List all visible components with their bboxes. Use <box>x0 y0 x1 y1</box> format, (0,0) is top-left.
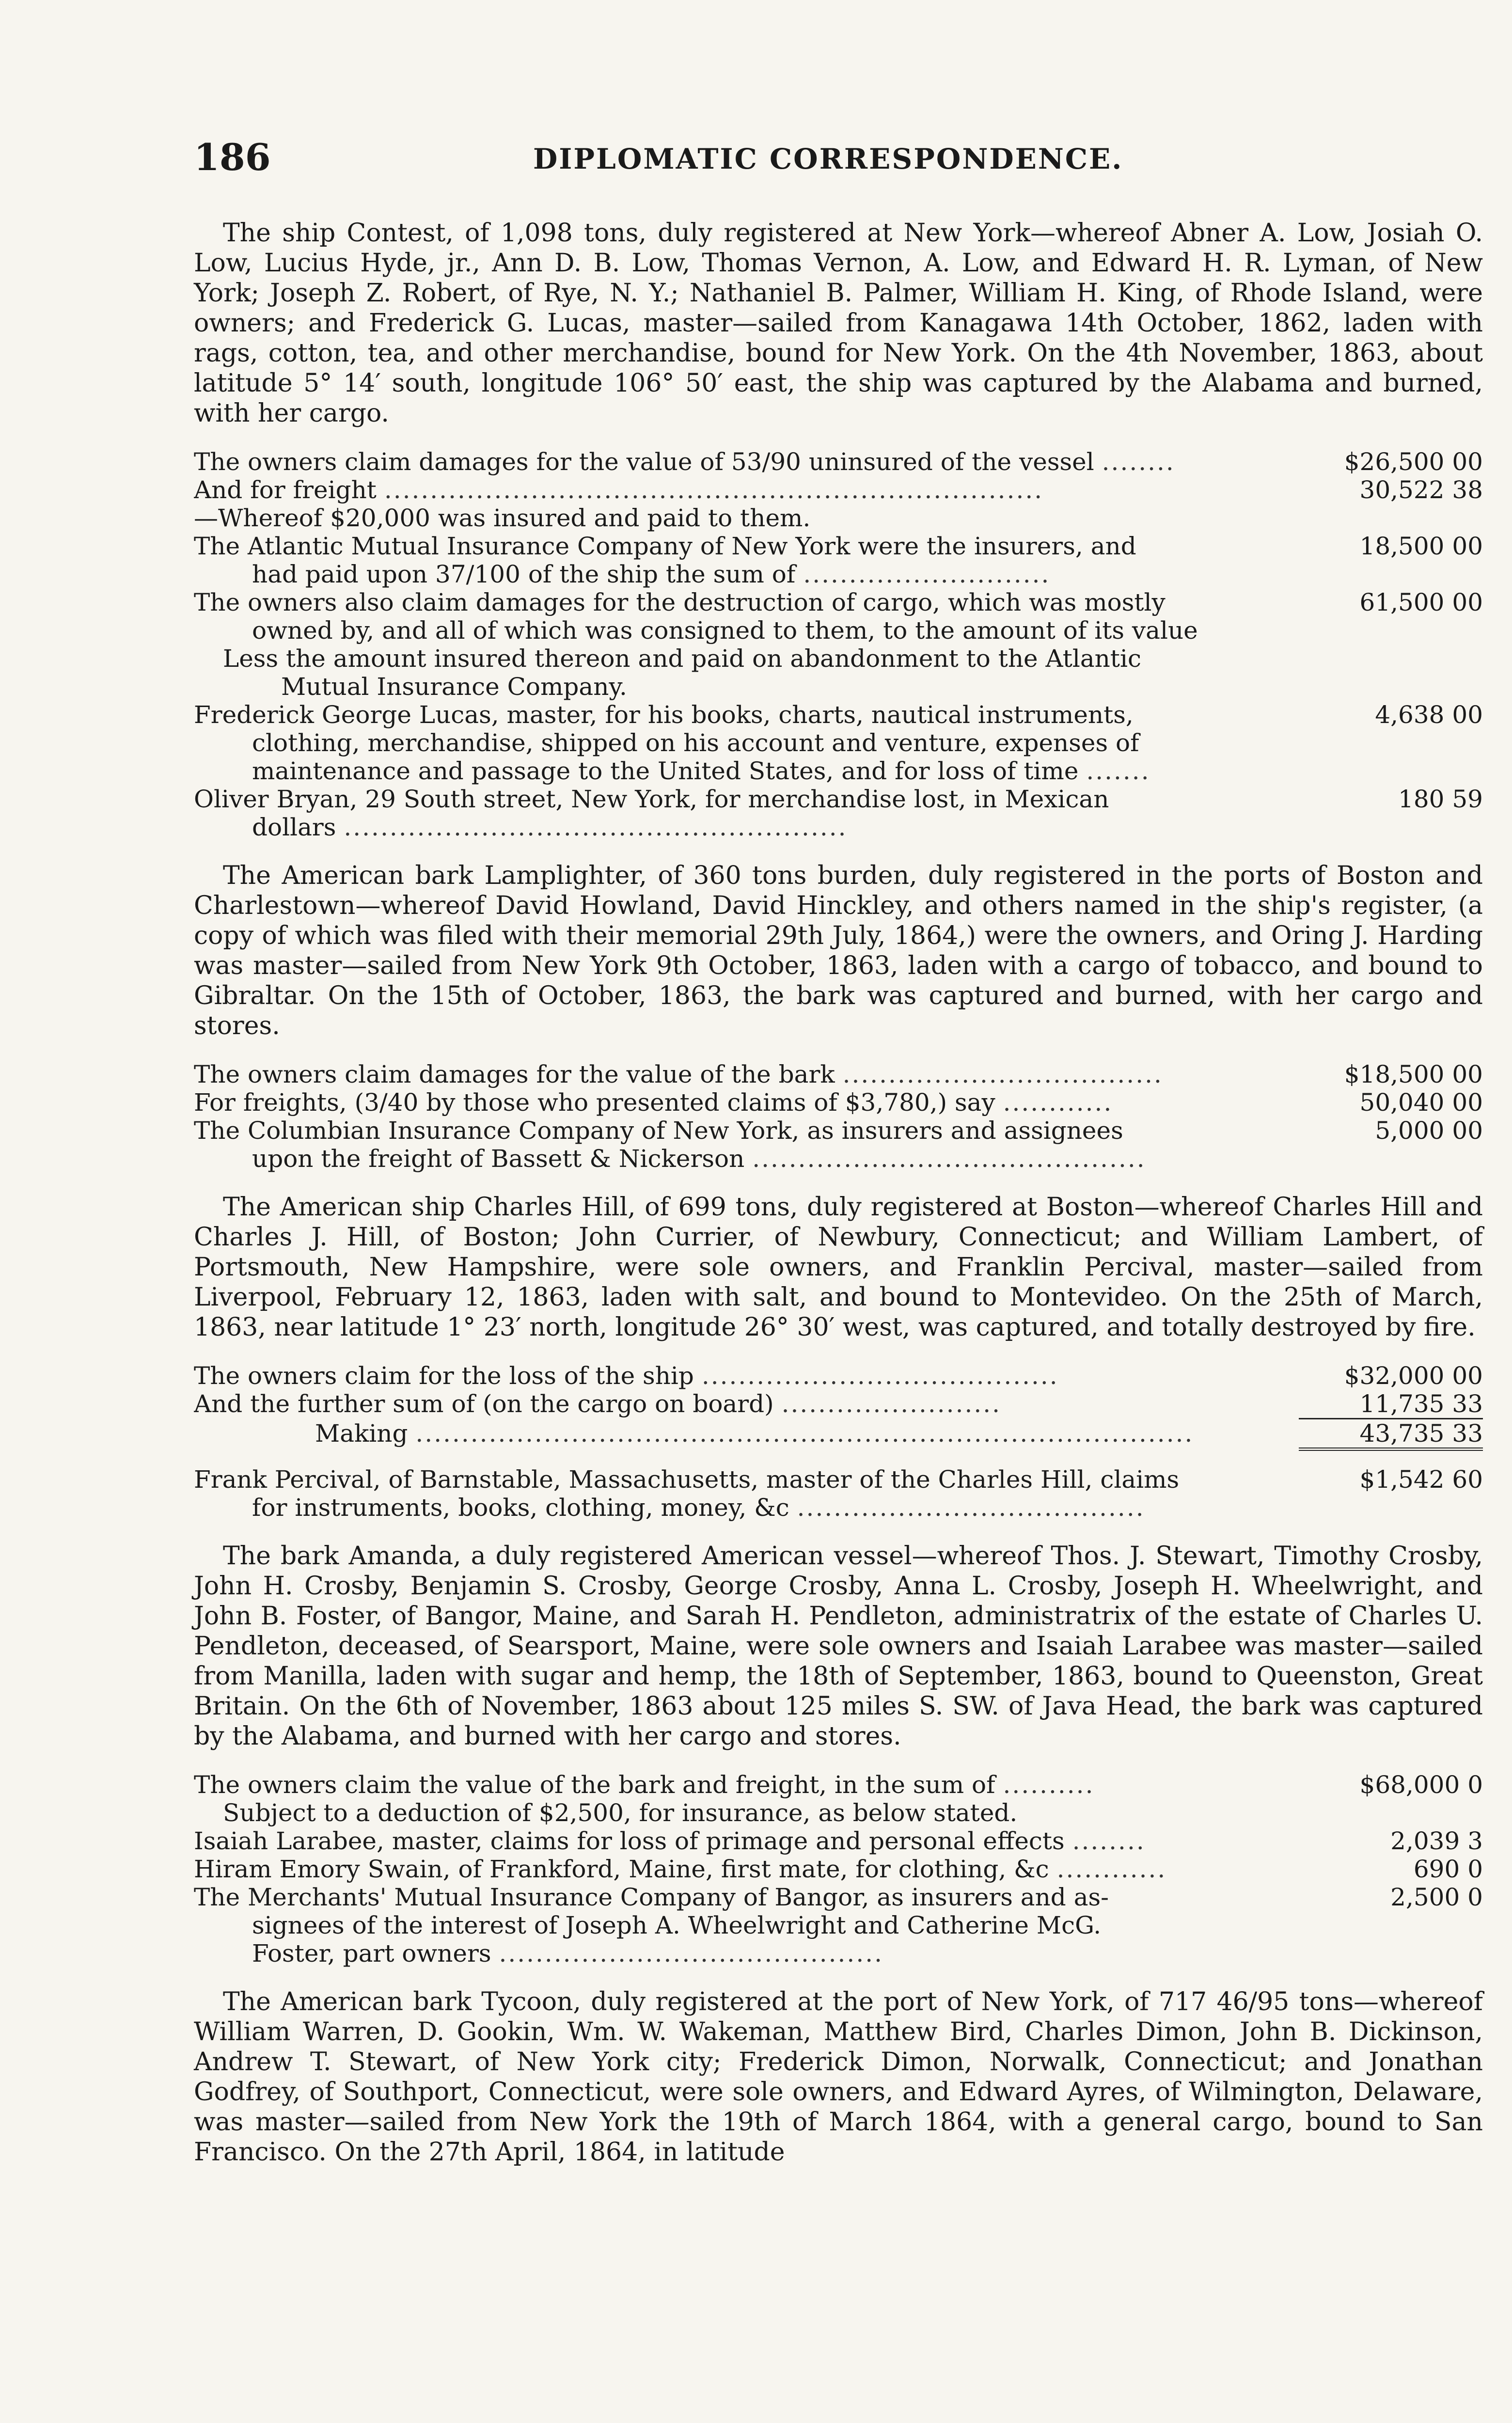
page-number: 186 <box>194 136 271 179</box>
claim-amount: $26,500 00 <box>1344 448 1483 476</box>
claim-desc: The owners claim for the loss of the ship <box>194 1362 694 1390</box>
claim-line: The Merchants' Mutual Insurance Company of Bangor, as insurers and as- signees of the interest of Joseph A. Wheelwright and Catherine McG. Foster, part owners .......................................... 2,500 0 <box>194 1883 1483 1967</box>
claim-desc: And for freight <box>194 476 377 504</box>
claim-amount: $32,000 00 <box>1344 1362 1483 1390</box>
claim-amount: 690 0 <box>1413 1855 1483 1883</box>
claim-amount: 4,638 00 <box>1375 701 1483 729</box>
claim-amount: 180 59 <box>1398 785 1483 813</box>
claim-amount: 2,500 0 <box>1390 1883 1483 1911</box>
claim-desc: The owners claim the value of the bark and freight, in the sum of <box>194 1771 995 1799</box>
tycoon-paragraph: The American bark Tycoon, duly registered at the port of New York, of 717 46/95 tons—whereof William Warren, D. Gookin, Wm. W. Wakeman, Matthew Bird, Charles Dimon, John B. Dickinson, Andrew T. Stewart, of New York city; Frederick Dimon, Norwalk, Connecticut; and Jonathan Godfrey, of Southport, Connecticut, were sole owners, and Edward Ayres, of Wilmington, Delaware, was master—sailed from New York the 19th of March 1864, with a general cargo, bound to San Francisco. On the 27th April, 1864, in latitude <box>194 1987 1483 2167</box>
lamplighter-paragraph: The American bark Lamplighter, of 360 tons burden, duly registered in the ports of Boston and Charlestown—whereof David Howland, David Hinckley, and others named in the ship's register, (a copy of which was filed with their memorial 29th July, 1864,) were the owners, and Oring J. Harding was master—sailed from New York 9th October, 1863, laden with a cargo of tobacco, and bound to Gibraltar. On the 15th of October, 1863, the bark was captured and burned, with her cargo and stores. <box>194 861 1483 1040</box>
claim-desc-cont: had paid upon 37/100 of the ship the sum of <box>252 560 796 588</box>
claim-amount: 61,500 00 <box>1359 588 1483 616</box>
claim-line: Isaiah Larabee, master, claims for loss of primage and personal effects ........ 2,039 3 <box>194 1827 1483 1855</box>
claim-line: Hiram Emory Swain, of Frankford, Maine, first mate, for clothing, &c ............ 690 0 <box>194 1855 1483 1883</box>
claim-desc: Frederick George Lucas, master, for his books, charts, nautical instruments, <box>194 701 1134 729</box>
claim-line <box>194 504 1483 532</box>
charles-hill-paragraph: The American ship Charles Hill, of 699 tons, duly registered at Boston—whereof Charles Hill and Charles J. Hill, of Boston; John Currier, of Newbury, Connecticut; and William Lambert, of Portsmouth, New Hampshire, were sole owners, and Franklin Percival, master—sailed from Liverpool, February 12, 1863, laden with salt, and bound to Montevideo. On the 25th of March, 1863, near latitude 1° 23′ north, longitude 26° 30′ west, was captured, and totally destroyed by fire. <box>194 1193 1483 1342</box>
contest-claims <box>194 448 1483 841</box>
claim-desc: Less the amount insured thereon and paid on abandonment to the Atlantic <box>223 645 1141 673</box>
claim-amount: 5,000 00 <box>1375 1117 1483 1145</box>
claim-line: And the further sum of (on the cargo on board) ........................ 11,735 33 <box>194 1390 1483 1418</box>
claim-desc: Oliver Bryan, 29 South street, New York, for merchandise lost, in Mexican <box>194 785 1109 813</box>
page-body <box>194 218 1483 2167</box>
claim-line: The Atlantic Mutual Insurance Company of New York were the insurers, and had paid upon 37/100 of the ship the sum of ........................... 18,500 00 <box>194 532 1483 588</box>
claim-amount: $1,542 60 <box>1359 1465 1483 1494</box>
claim-desc: —Whereof $20,000 was insured and paid to them. <box>194 504 811 532</box>
claim-amount: 2,039 3 <box>1390 1827 1483 1855</box>
claim-desc-cont: maintenance and passage to the United States, and for loss of time <box>252 757 1079 785</box>
claim-desc: Making <box>315 1419 408 1448</box>
claim-amount: $68,000 0 <box>1359 1771 1483 1799</box>
claim-desc-cont: for instruments, books, clothing, money, &c <box>252 1494 789 1522</box>
claim-desc-cont: Foster, part owners <box>252 1939 491 1967</box>
claim-desc-cont: Mutual Insurance Company. <box>281 673 627 701</box>
claim-line: The owners claim for the loss of the ship ....................................... $32,000 00 <box>194 1362 1483 1390</box>
page-header <box>194 136 1163 199</box>
claim-desc-cont: owned by, and all of which was consigned to them, to the amount of its value <box>252 616 1198 645</box>
claim-desc: The owners also claim damages for the destruction of cargo, which was mostly <box>194 588 1166 616</box>
claim-line: Oliver Bryan, 29 South street, New York, for merchandise lost, in Mexican dollars ....................................................... 180 59 <box>194 785 1483 841</box>
claim-desc: Isaiah Larabee, master, claims for loss of primage and personal effects <box>194 1827 1065 1855</box>
claim-amount: 50,040 00 <box>1359 1088 1483 1117</box>
charles-hill-claims <box>194 1362 1483 1522</box>
claim-desc-cont: upon the freight of Bassett & Nickerson <box>252 1145 745 1173</box>
claim-desc: For freights, (3/40 by those who presented claims of $3,780,) say <box>194 1088 995 1117</box>
claim-desc: The owners claim damages for the value of 53/90 uninsured of the vessel <box>194 448 1094 476</box>
claim-desc: The Merchants' Mutual Insurance Company of Bangor, as insurers and as- <box>194 1883 1109 1911</box>
claim-desc: Frank Percival, of Barnstable, Massachusetts, master of the Charles Hill, claims <box>194 1465 1180 1494</box>
claim-line: The Columbian Insurance Company of New York, as insurers and assignees upon the freight of Bassett & Nickerson ........................................... 5,000 00 <box>194 1117 1483 1173</box>
claim-line: For freights, (3/40 by those who presented claims of $3,780,) say ............ 50,040 00 <box>194 1088 1483 1117</box>
claim-desc-cont: clothing, merchandise, shipped on his account and venture, expenses of <box>252 729 1139 757</box>
claim-desc: Subject to a deduction of $2,500, for insurance, as below stated. <box>223 1799 1018 1827</box>
claim-line: And for freight ........................................................................ 30,522 38 <box>194 476 1483 504</box>
claim-amount: 18,500 00 <box>1359 532 1483 560</box>
claim-line <box>194 588 1483 645</box>
running-head: DIPLOMATIC CORRESPONDENCE. <box>533 142 1123 175</box>
claim-line: Frank Percival, of Barnstable, Massachusetts, master of the Charles Hill, claims for instruments, books, clothing, money, &c ...................................... $1,542 60 <box>194 1465 1483 1522</box>
claim-desc: The owners claim damages for the value of the bark <box>194 1060 835 1088</box>
claim-desc: Hiram Emory Swain, of Frankford, Maine, first mate, for clothing, &c <box>194 1855 1049 1883</box>
claim-amount: 11,735 33 <box>1359 1390 1483 1418</box>
amanda-claims <box>194 1771 1483 1967</box>
claim-amount: $18,500 00 <box>1344 1060 1483 1088</box>
claim-desc-cont: signees of the interest of Joseph A. Wheelwright and Catherine McG. <box>252 1911 1102 1939</box>
claim-line: The owners claim damages for the value of the bark ................................... $18,500 00 <box>194 1060 1483 1088</box>
claim-desc: The Atlantic Mutual Insurance Company of New York were the insurers, and <box>194 532 1136 560</box>
amanda-paragraph: The bark Amanda, a duly registered American vessel—whereof Thos. J. Stewart, Timothy Crosby, John H. Crosby, Benjamin S. Crosby, George Crosby, Anna L. Crosby, Joseph H. Wheelwright, and John B. Foster, of Bangor, Maine, and Sarah H. Pendleton, administratrix of the estate of Charles U. Pendleton, deceased, of Searsport, Maine, were sole owners and Isaiah Larabee was master—sailed from Manilla, laden with sugar and hemp, the 18th of September, 1863, bound to Queenston, Great Britain. On the 6th of November, 1863 about 125 miles S. SW. of Java Head, the bark was captured by the Alabama, and burned with her cargo and stores. <box>194 1542 1483 1751</box>
claim-amount: 30,522 38 <box>1359 476 1483 504</box>
lamplighter-claims <box>194 1060 1483 1173</box>
claim-line: The owners claim damages for the value of 53/90 uninsured of the vessel ........ $26,500 00 <box>194 448 1483 476</box>
claim-desc: And the further sum of (on the cargo on board) <box>194 1390 774 1418</box>
claim-line <box>194 1799 1483 1827</box>
claim-desc-cont: dollars <box>252 813 336 841</box>
claim-total-amount: 43,735 33 <box>1299 1418 1483 1451</box>
claim-line <box>194 645 1483 701</box>
claim-total-line: Making ..................................................................................... 43,735 33 <box>194 1418 1483 1451</box>
claim-line: Frederick George Lucas, master, for his books, charts, nautical instruments, clothing, merchandise, shipped on his account and venture, expenses of maintenance and passage to the United States, and for loss of time ....... 4,638 00 <box>194 701 1483 785</box>
claim-desc: The Columbian Insurance Company of New York, as insurers and assignees <box>194 1117 1123 1145</box>
contest-paragraph: The ship Contest, of 1,098 tons, duly registered at New York—whereof Abner A. Low, Josiah O. Low, Lucius Hyde, jr., Ann D. B. Low, Thomas Vernon, A. Low, and Edward H. R. Lyman, of New York; Joseph Z. Robert, of Rye, N. Y.; Nathaniel B. Palmer, William H. King, of Rhode Island, were owners; and Frederick G. Lucas, master—sailed from Kanagawa 14th October, 1862, laden with rags, cotton, tea, and other merchandise, bound for New York. On the 4th November, 1863, about latitude 5° 14′ south, longitude 106° 50′ east, the ship was captured by the Alabama and burned, with her cargo. <box>194 219 1483 428</box>
claim-line: The owners claim the value of the bark and freight, in the sum of .......... $68,000 0 <box>194 1771 1483 1799</box>
